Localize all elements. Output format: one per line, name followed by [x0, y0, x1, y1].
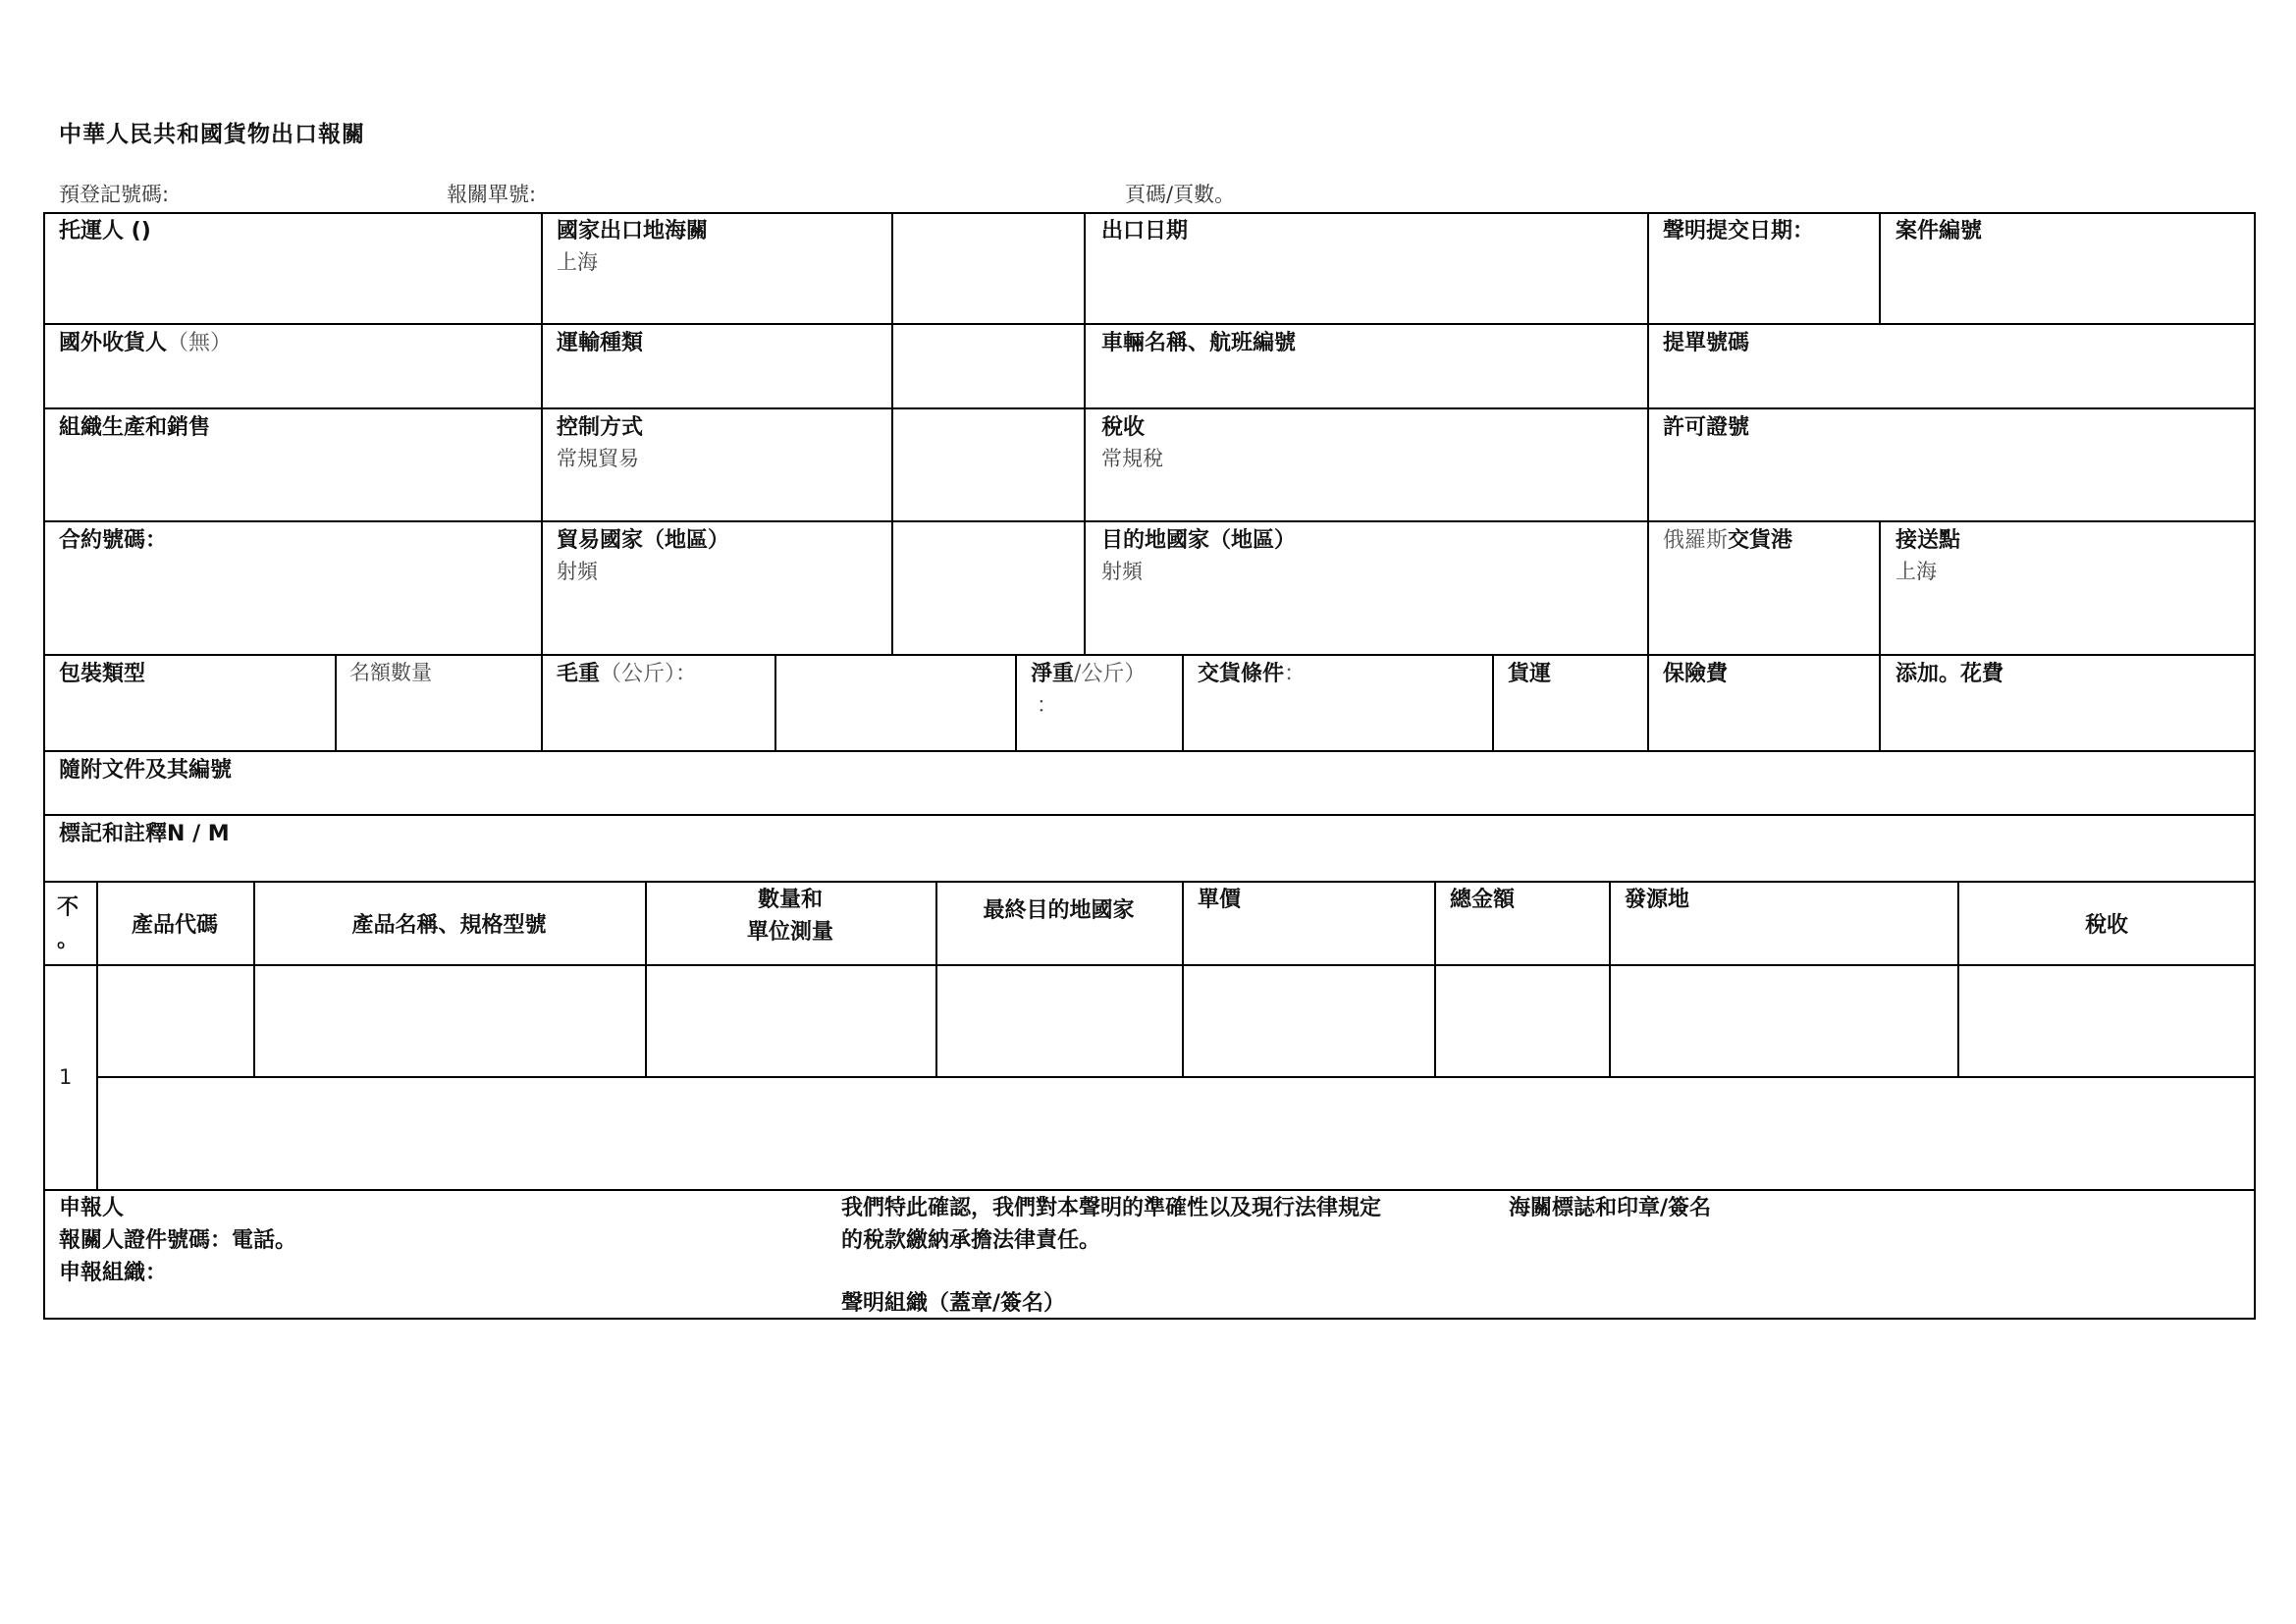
column-divider: [774, 654, 776, 750]
column-divider: [541, 654, 543, 750]
transport-mode-label: 運輸種類: [557, 331, 644, 355]
delivery-port-country: 俄羅斯: [1663, 528, 1729, 553]
package-type-label: 包裝類型: [59, 662, 146, 686]
destination-country-label: 目的地國家（地區）: [1101, 528, 1297, 553]
row-divider: [43, 881, 2256, 883]
total-amount-header: 總金額: [1450, 888, 1516, 912]
trade-country-value: 射頻: [557, 560, 598, 583]
row-divider: [43, 964, 2256, 966]
net-weight-unit: /公斤）: [1074, 662, 1147, 686]
product-name-header: 產品名稱、規格型號: [351, 913, 547, 938]
column-divider: [1492, 654, 1494, 750]
row-divider: [43, 407, 2256, 409]
row-divider: [96, 1076, 2256, 1078]
final-destination-header: 最終目的地國家: [983, 898, 1135, 923]
column-divider: [891, 212, 893, 654]
item-number-header-suffix: 。: [57, 928, 80, 952]
quantity-unit-header-line1: 數量和: [757, 888, 823, 912]
license-number-label: 許可證號: [1663, 415, 1750, 440]
page-count-label: 頁碼/頁數。: [1125, 183, 1236, 206]
column-divider: [1879, 520, 1881, 654]
gross-weight-label: 毛重（公斤）：: [557, 662, 698, 686]
attached-documents-label: 隨附文件及其編號: [59, 758, 233, 783]
delivery-terms-colon: ：: [1284, 662, 1307, 686]
trade-country-label: 貿易國家（地區）: [557, 528, 730, 553]
tax-header: 稅收: [2084, 913, 2128, 938]
net-weight-label: 淨重/公斤）: [1031, 662, 1147, 686]
origin-header: 發源地: [1625, 888, 1690, 912]
control-method-label: 控制方式: [557, 415, 644, 440]
column-divider: [1182, 654, 1184, 750]
vehicle-name-label: 車輛名稱、航班編號: [1101, 331, 1297, 355]
declaration-number-label: 報關單號:: [447, 183, 537, 206]
form-title: 中華人民共和國貨物出口報關: [59, 122, 365, 147]
export-date-label: 出口日期: [1101, 219, 1189, 244]
delivery-port-label: 俄羅斯交貨港: [1663, 528, 1793, 553]
column-divider: [1434, 881, 1436, 1077]
case-number-label: 案件編號: [1896, 219, 1983, 244]
column-divider: [1647, 212, 1649, 654]
declaration-date-label: 聲明提交日期：: [1663, 219, 1815, 244]
declarant-id-phone-label: 報關人證件號碼：電話。: [59, 1228, 297, 1253]
declaration-stamp-label: 聲明組織（蓋章/簽名）: [841, 1291, 1066, 1316]
quantity-unit-header-line2: 單位測量: [746, 920, 833, 945]
row-divider: [43, 814, 2256, 816]
marks-remarks-label: 標記和註釋N / M: [59, 822, 230, 846]
contract-number-label: 合約號碼：: [59, 528, 168, 553]
tax-value: 常規稅: [1101, 447, 1163, 470]
column-divider: [1879, 212, 1881, 324]
column-divider: [1015, 654, 1017, 750]
unit-price-header: 單價: [1198, 888, 1242, 912]
row-divider: [43, 654, 2256, 656]
control-method-value: 常規貿易: [557, 447, 639, 470]
pickup-point-label: 接送點: [1896, 528, 1961, 553]
column-divider: [541, 212, 543, 654]
gross-weight-unit: （公斤）：: [600, 662, 698, 686]
column-divider: [335, 654, 337, 750]
production-sales-org-label: 組織生產和銷售: [59, 415, 211, 440]
row-divider: [43, 323, 2256, 325]
item-number-header: 不: [57, 895, 80, 920]
destination-country-value: 射頻: [1101, 560, 1143, 583]
pickup-point-value: 上海: [1896, 560, 1937, 583]
confirmation-text-line1: 我們特此確認，我們對本聲明的準確性以及現行法律規定: [841, 1196, 1382, 1220]
column-divider: [1647, 654, 1649, 750]
shipper-label: 托運人 (): [59, 219, 151, 244]
additional-costs-label: 添加。花費: [1896, 662, 2004, 686]
insurance-label: 保險費: [1663, 662, 1729, 686]
freight-label: 貨運: [1508, 662, 1552, 686]
consignee-label: 國外收貨人（無）: [59, 331, 233, 355]
column-divider: [1609, 881, 1611, 1077]
pre-registration-number-label: 預登記號碼:: [59, 183, 170, 206]
confirmation-text-line2: 的稅款繳納承擔法律責任。: [841, 1228, 1101, 1253]
customs-stamp-label: 海關標誌和印章/簽名: [1509, 1196, 1712, 1220]
bill-of-lading-label: 提單號碼: [1663, 331, 1750, 355]
column-divider: [1879, 654, 1881, 750]
column-divider: [1182, 881, 1184, 1077]
net-weight-colon: ：: [1037, 693, 1057, 717]
delivery-terms-label: 交貨條件：: [1198, 662, 1307, 686]
product-code-header: 產品代碼: [131, 913, 218, 938]
applicant-label: 申報人: [59, 1196, 125, 1220]
row-divider: [43, 750, 2256, 752]
declaring-organization-label: 申報組織：: [59, 1261, 168, 1285]
quota-quantity-label: 名額數量: [349, 661, 432, 684]
column-divider: [1084, 212, 1086, 654]
consignee-note: （無）: [167, 331, 233, 355]
row-number: 1: [59, 1065, 73, 1089]
tax-label: 稅收: [1101, 415, 1146, 440]
export-customs-label: 國家出口地海關: [557, 219, 709, 244]
declaration-form-frame: [43, 212, 2256, 1320]
row-divider: [43, 520, 2256, 522]
export-customs-value: 上海: [557, 250, 598, 274]
